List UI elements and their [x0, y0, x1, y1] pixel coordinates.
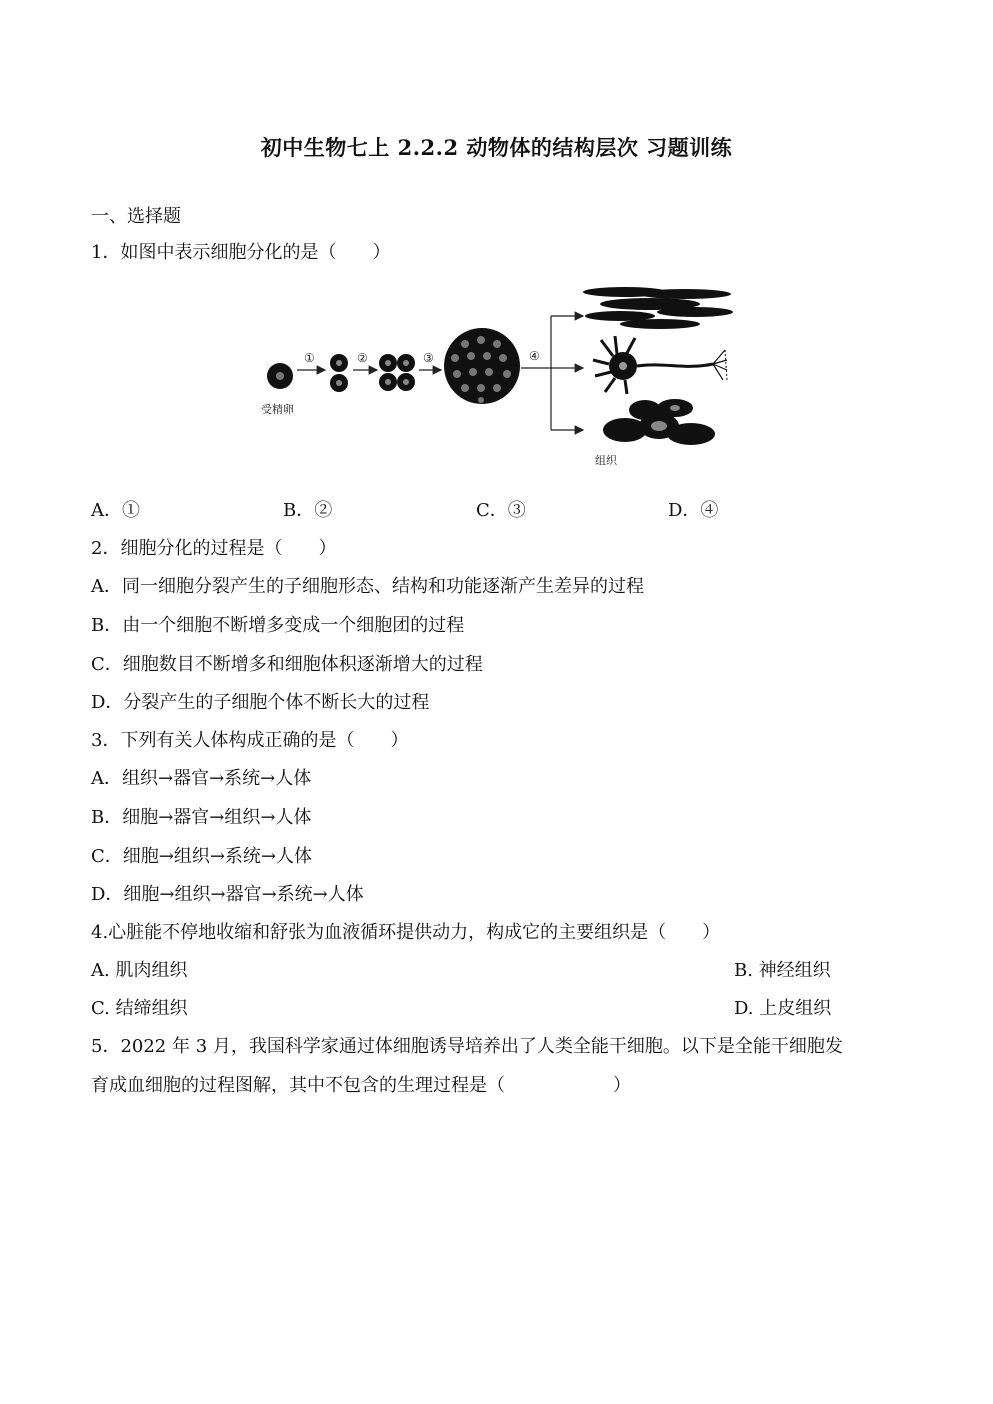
four-cell-stage [379, 354, 415, 391]
tissue-label: 组织 [595, 454, 617, 467]
page-title: 初中生物七上 2.2.2 动物体的结构层次 习题训练 [260, 135, 733, 160]
q4-option-b: B. 神经组织 [734, 960, 831, 981]
q4-option-a: A. 肌肉组织 [91, 960, 188, 981]
cell-differentiation-diagram [255, 280, 745, 470]
step-3-label: ③ [423, 351, 434, 365]
question-5-stem-line-1: 5．2022 年 3 月，我国科学家通过体细胞诱导培养出了人类全能干细胞。以下是全能干细胞发 [91, 1036, 843, 1057]
q2-option-d: D．分裂产生的子细胞个体不断长大的过程 [91, 692, 430, 713]
question-3-stem: 3．下列有关人体构成正确的是（ ） [91, 730, 409, 751]
step-4-label: ④ [529, 349, 540, 363]
q3-option-c: C．细胞→组织→系统→人体 [91, 846, 313, 867]
q2-option-a: A．同一细胞分裂产生的子细胞形态、结构和功能逐渐产生差异的过程 [91, 576, 644, 597]
q2-option-c: C．细胞数目不断增多和细胞体积逐渐增大的过程 [91, 654, 483, 675]
step-1-label: ① [304, 351, 315, 365]
cell-mass [444, 328, 520, 404]
step-2-label: ② [357, 351, 368, 365]
two-cell-stage [330, 354, 348, 392]
question-2-stem: 2．细胞分化的过程是（ ） [91, 538, 337, 559]
tissue-blob-image [603, 399, 715, 445]
q4-option-c: C. 结缔组织 [91, 998, 188, 1019]
q1-option-a: A．① [91, 500, 140, 521]
q3-option-a: A．组织→器官→系统→人体 [91, 768, 312, 789]
question-4-stem: 4.心脏能不停地收缩和舒张为血液循环提供动力，构成它的主要组织是（ ） [91, 922, 721, 943]
q1-option-c: C．③ [476, 500, 526, 521]
muscle-tissue-image [583, 287, 733, 329]
cell-differentiation-figure [255, 280, 745, 470]
question-1-stem: 1．如图中表示细胞分化的是（ ） [91, 242, 391, 263]
q1-option-b: B．② [283, 500, 333, 521]
nerve-cell-image [593, 336, 727, 394]
zygote-cell [267, 363, 293, 389]
question-5-stem-line-2: 育成血细胞的过程图解，其中不包含的生理过程是（ ） [91, 1075, 631, 1096]
q1-option-d: D．④ [668, 500, 719, 521]
q3-option-b: B．细胞→器官→组织→人体 [91, 807, 312, 828]
q3-option-d: D．细胞→组织→器官→系统→人体 [91, 884, 364, 905]
q2-option-b: B．由一个细胞不断增多变成一个细胞团的过程 [91, 615, 465, 636]
q4-option-d: D. 上皮组织 [734, 998, 832, 1019]
section-heading: 一、选择题 [91, 206, 181, 227]
zygote-label: 受精卵 [261, 403, 294, 416]
